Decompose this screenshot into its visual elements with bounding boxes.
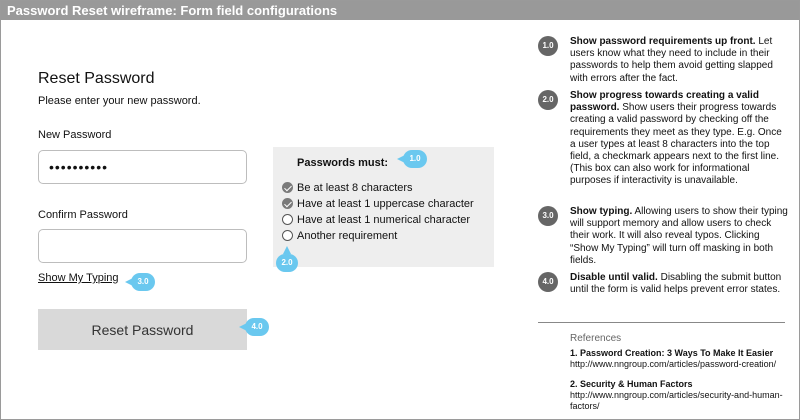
note-text <box>570 90 788 188</box>
note-number-badge: 1.0 <box>538 36 558 56</box>
note-body: Allowing users to show their typing will support memory and allow users to check their work. It will also reveal typos. Clicking “Show My Typing” will turn off masking in both fields. <box>570 206 788 266</box>
requirement-label: Another requirement <box>297 230 398 242</box>
note-number-badge: 3.0 <box>538 206 558 226</box>
callout-3 <box>125 273 155 291</box>
reference-url[interactable]: http://www.nngroup.com/articles/password-creation/ <box>570 359 777 369</box>
reference-item <box>570 379 785 412</box>
note-body: Disabling the submit button until the form is valid helps prevent error states. <box>570 272 782 296</box>
new-password-label: New Password <box>38 129 112 141</box>
note-text <box>570 36 788 85</box>
empty-circle-icon <box>282 214 293 225</box>
note-text <box>570 206 788 267</box>
requirement-item <box>282 181 413 195</box>
note-title: Show progress towards creating a valid password. <box>570 90 759 114</box>
callout-pointer-icon <box>283 246 291 254</box>
references-divider <box>538 322 785 323</box>
note-title: Disable until valid. <box>570 272 658 283</box>
requirement-item <box>282 197 474 211</box>
show-my-typing-link[interactable]: Show My Typing <box>38 272 119 284</box>
check-circle-icon <box>282 198 293 209</box>
reset-password-button[interactable]: Reset Password <box>38 309 247 350</box>
reference-title: 2. Security & Human Factors <box>570 379 693 389</box>
requirement-item <box>282 213 470 227</box>
note-body: Show users their progress towards creating a valid password by checking off the requirements they meet as they type. E.g. Once a user types at least 8 characters into the top field, a checkmark appears next to the first line. (This box can also work for informational purposes if interactivity is unavailable. <box>570 102 782 187</box>
form-subtitle: Please enter your new password. <box>38 95 201 107</box>
callout-label: 3.0 <box>131 273 155 291</box>
new-password-input[interactable] <box>38 150 247 184</box>
reference-item <box>570 348 785 370</box>
confirm-password-input[interactable] <box>38 229 247 263</box>
callout-label: 4.0 <box>245 318 269 336</box>
callout-label: 2.0 <box>276 254 298 272</box>
requirement-label: Have at least 1 uppercase character <box>297 198 474 210</box>
note-title: Show password requirements up front. <box>570 36 756 47</box>
reference-title: 1. Password Creation: 3 Ways To Make It Easier <box>570 348 774 358</box>
note-number-badge: 2.0 <box>538 90 558 110</box>
references-heading: References <box>570 333 622 344</box>
callout-1 <box>397 150 427 168</box>
note-number-badge: 4.0 <box>538 272 558 292</box>
requirement-label: Be at least 8 characters <box>297 182 413 194</box>
note-title: Show typing. <box>570 206 633 217</box>
note-text <box>570 272 788 296</box>
requirement-item <box>282 229 397 243</box>
form-title: Reset Password <box>38 70 155 87</box>
callout-4 <box>239 318 269 336</box>
window-title: Password Reset wireframe: Form field configurations <box>1 1 799 20</box>
confirm-password-label: Confirm Password <box>38 209 128 221</box>
requirement-label: Have at least 1 numerical character <box>297 214 471 226</box>
check-circle-icon <box>282 182 293 193</box>
requirements-title: Passwords must: <box>297 157 389 169</box>
note-body: Let users know what they need to include in their passwords to help them avoid getting slapped with errors after the fact. <box>570 36 773 84</box>
callout-label: 1.0 <box>403 150 427 168</box>
callout-2 <box>276 246 298 272</box>
empty-circle-icon <box>282 230 293 241</box>
reference-url[interactable]: http://www.nngroup.com/articles/security-and-human-factors/ <box>570 390 783 411</box>
